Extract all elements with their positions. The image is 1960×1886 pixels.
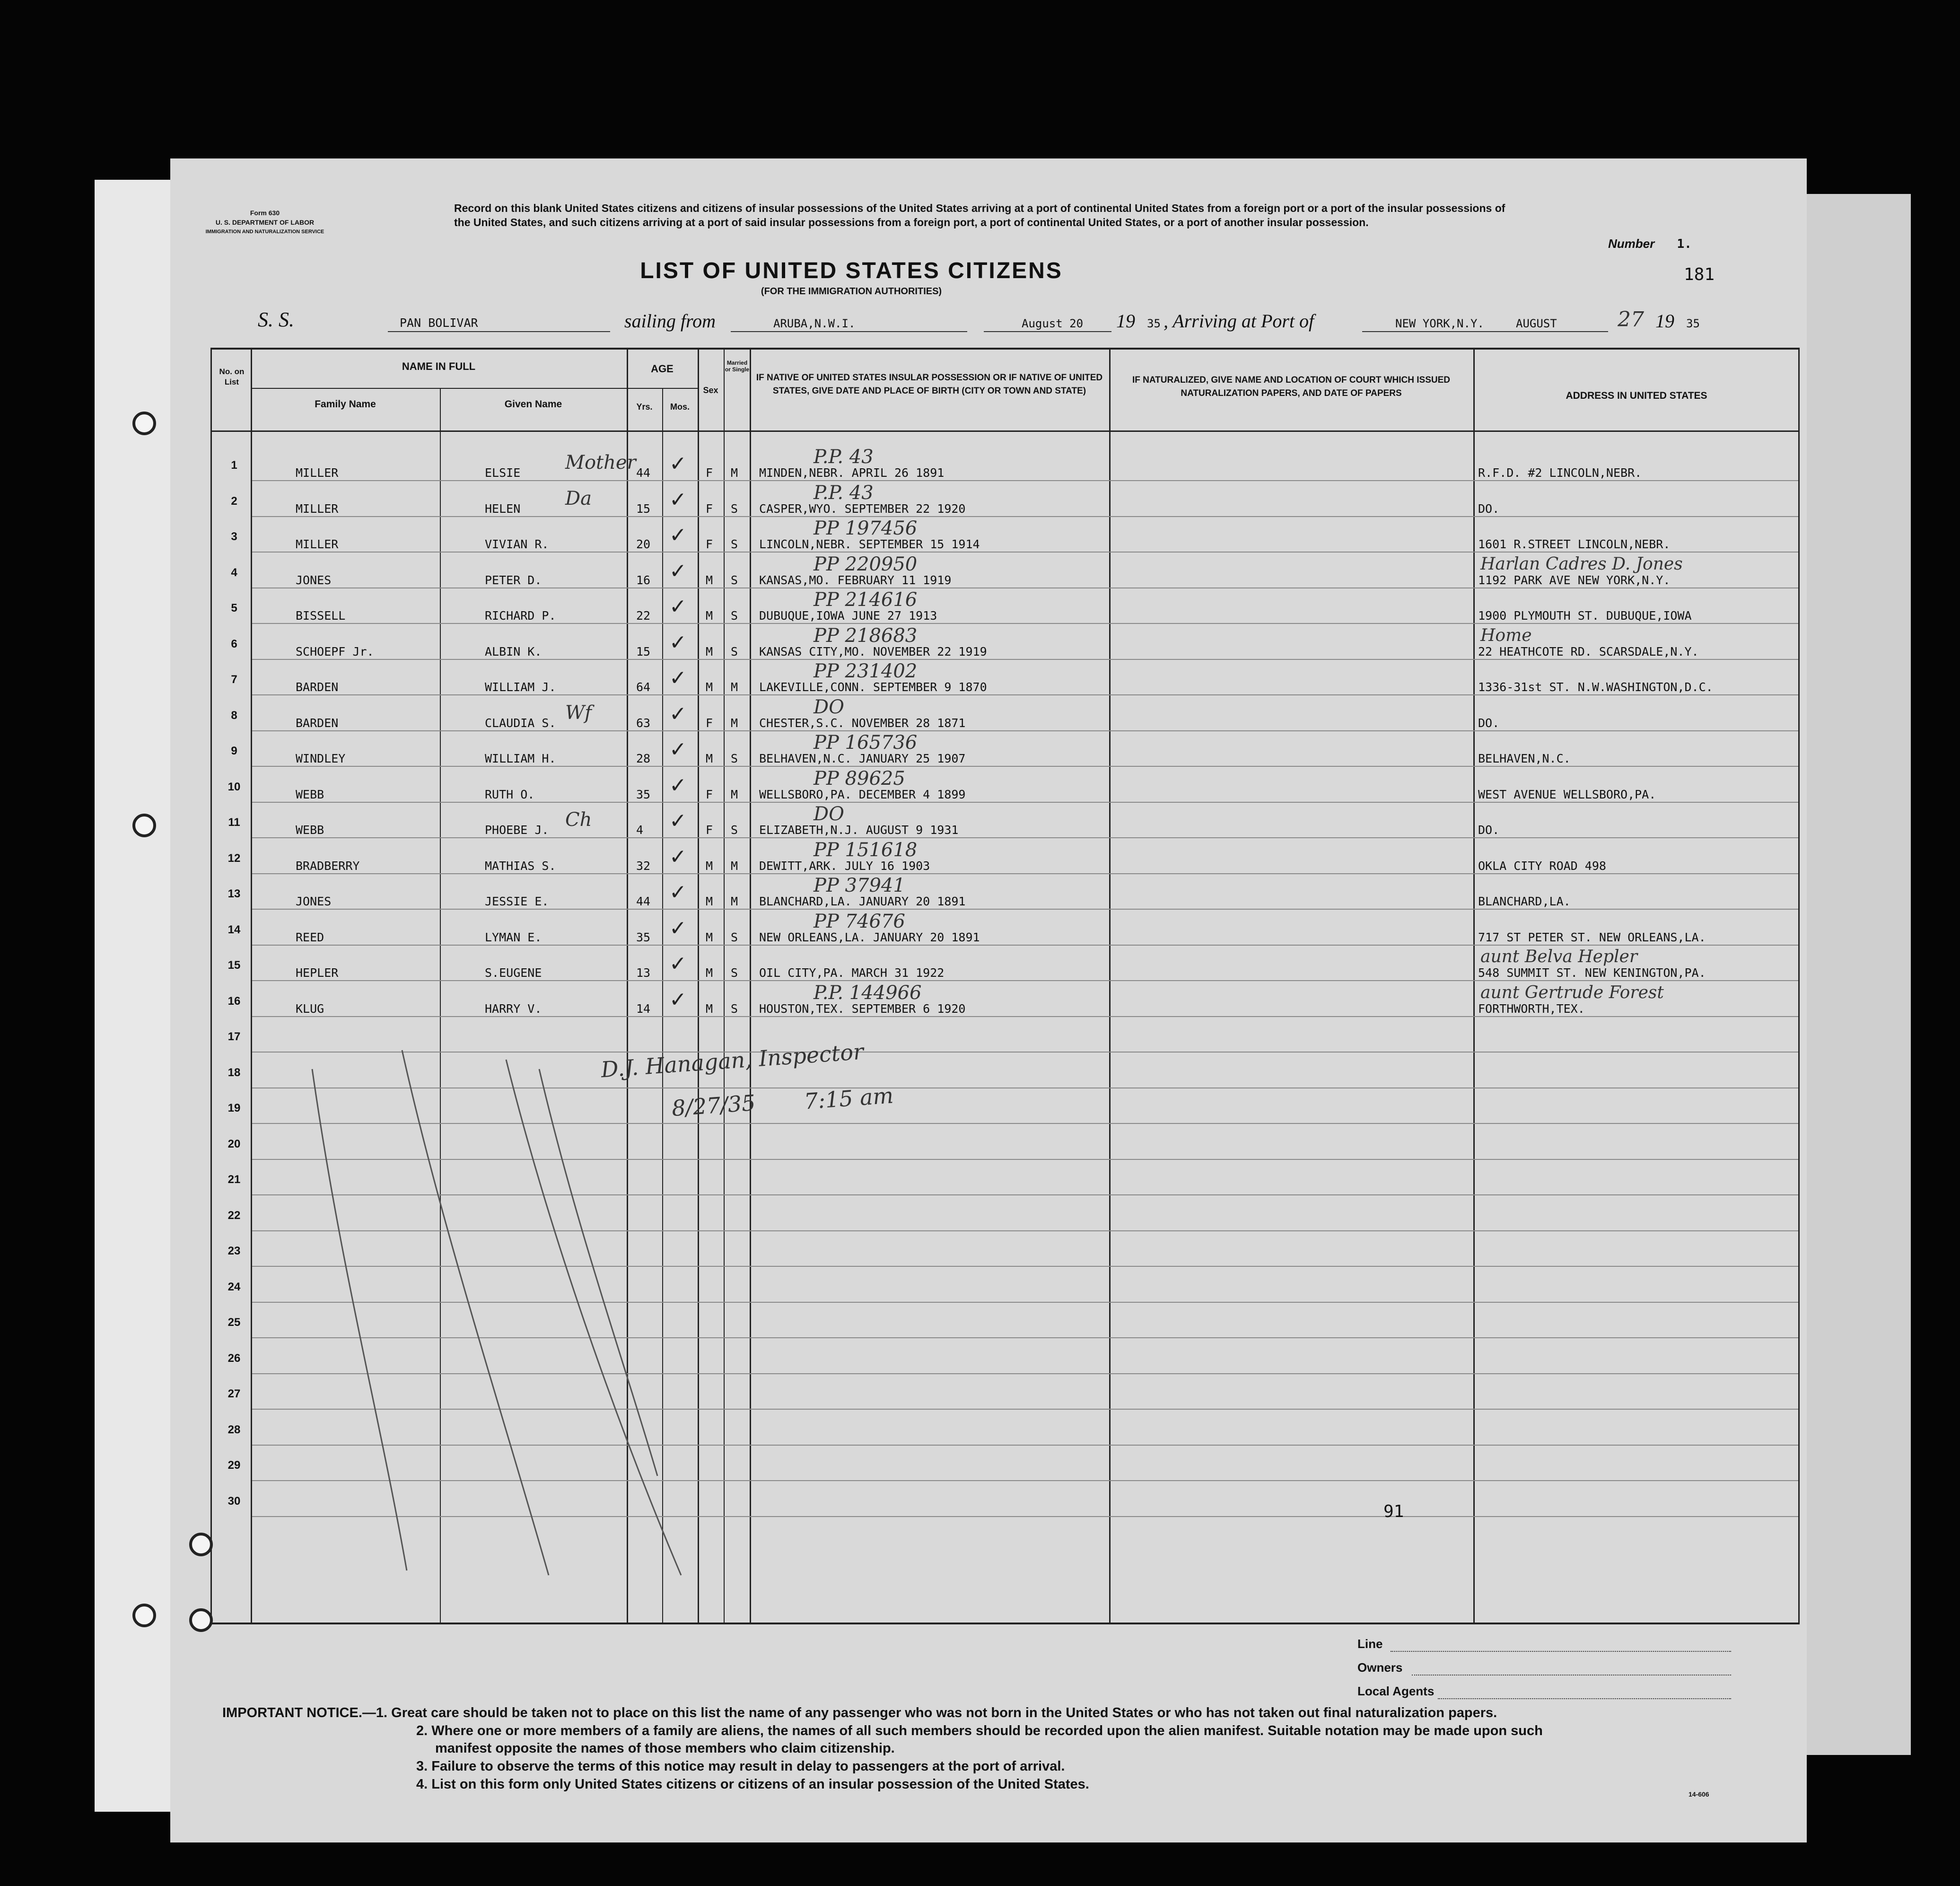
- given-name: VIVIAN R.: [485, 537, 549, 551]
- birth-info: DUBUQUE,IOWA JUNE 27 1913: [759, 609, 937, 623]
- row-number: 26: [228, 1351, 241, 1365]
- departure-year: 35: [1147, 317, 1161, 330]
- passport-note: P.P. 144966: [814, 982, 922, 1004]
- sex: F: [706, 466, 713, 480]
- check-mark: ✓: [669, 559, 687, 583]
- sex: M: [706, 895, 713, 908]
- inspector-strokes: [284, 1031, 899, 1599]
- sex: F: [706, 823, 713, 837]
- birth-info: NEW ORLEANS,LA. JANUARY 20 1891: [759, 930, 980, 944]
- print-code: 14-606: [1689, 1790, 1709, 1798]
- row-rule: [252, 802, 1798, 803]
- passport-note: PP 89625: [814, 767, 905, 789]
- marital-status: M: [731, 466, 738, 480]
- row-number: 30: [228, 1494, 241, 1508]
- inspection-time: 7:15 am: [803, 1082, 894, 1114]
- sex: M: [706, 930, 713, 944]
- number-value: 1.: [1677, 237, 1692, 251]
- birth-info: DEWITT,ARK. JULY 16 1903: [759, 859, 930, 873]
- address: WEST AVENUE WELLSBORO,PA.: [1478, 787, 1656, 801]
- marital-status: S: [731, 609, 738, 623]
- arrival-year-prefix: 19: [1655, 310, 1674, 332]
- header-mos: Mos.: [670, 402, 690, 412]
- header-address: ADDRESS IN UNITED STATES: [1566, 390, 1707, 401]
- family-name: WINDLEY: [296, 752, 346, 765]
- marital-status: S: [731, 930, 738, 944]
- check-mark: ✓: [669, 487, 687, 512]
- address: R.F.D. #2 LINCOLN,NEBR.: [1478, 466, 1642, 480]
- given-name: ELSIE: [485, 466, 521, 480]
- row-number: 28: [228, 1423, 241, 1436]
- notice-item-3: 3. Failure to observe the terms of this notice may result in delay to passengers at the port of arrival.: [416, 1759, 1065, 1774]
- sex: F: [706, 787, 713, 801]
- age-years: 15: [636, 644, 651, 658]
- sex: M: [706, 644, 713, 658]
- row-rule: [252, 694, 1798, 695]
- check-mark: ✓: [669, 952, 687, 976]
- marital-status: M: [731, 716, 738, 730]
- passport-note: DO: [814, 803, 844, 825]
- age-years: 63: [636, 716, 651, 730]
- passport-note: DO: [814, 696, 844, 718]
- age-years: 35: [636, 787, 651, 801]
- row-number: 2: [231, 494, 237, 508]
- row-number: 13: [228, 887, 241, 900]
- row-number: 7: [231, 673, 237, 686]
- row-rule: [252, 730, 1798, 731]
- row-number: 27: [228, 1387, 241, 1400]
- departure-port: ARUBA,N.W.I.: [773, 317, 856, 330]
- age-years: 28: [636, 752, 651, 765]
- notice-item-2b: manifest opposite the names of those members who claim citizenship.: [435, 1741, 895, 1756]
- row-number: 21: [228, 1173, 241, 1186]
- row-number: 19: [228, 1102, 241, 1114]
- check-mark: ✓: [669, 666, 687, 690]
- marital-status: S: [731, 573, 738, 587]
- address-note: aunt Gertrude Forest: [1480, 982, 1664, 1002]
- marital-status: S: [731, 823, 738, 837]
- address: 22 HEATHCOTE RD. SCARSDALE,N.Y.: [1478, 644, 1699, 658]
- address-note: Harlan Cadres D. Jones: [1480, 554, 1683, 574]
- family-name: HEPLER: [296, 966, 339, 980]
- sex: M: [706, 573, 713, 587]
- given-name: WILLIAM J.: [485, 680, 556, 694]
- row-rule: [252, 873, 1798, 874]
- marital-status: S: [731, 537, 738, 551]
- address: 1192 PARK AVE NEW YORK,N.Y.: [1478, 573, 1671, 587]
- age-years: 20: [636, 537, 651, 551]
- row-rule: [252, 909, 1798, 910]
- row-number: 24: [228, 1280, 241, 1293]
- departure-year-prefix: 19: [1116, 310, 1135, 332]
- passport-note: PP 74676: [814, 910, 905, 932]
- page-title: LIST OF UNITED STATES CITIZENS: [640, 258, 1063, 283]
- header-yrs: Yrs.: [636, 402, 653, 412]
- relation-note: Wf: [565, 702, 592, 724]
- punch-hole: [132, 1604, 156, 1627]
- number-label: Number: [1608, 237, 1655, 251]
- punch-hole: [189, 1608, 213, 1632]
- address: FORTHWORTH,TEX.: [1478, 1001, 1585, 1016]
- header-birth: IF NATIVE OF UNITED STATES INSULAR POSSESSION OR IF NATIVE OF UNITED STATES, GIVE DATE AND PLACE OF BIRTH (CITY OR TOWN AND STATE): [756, 373, 1103, 396]
- given-name: WILLIAM H.: [485, 752, 556, 765]
- given-name: S.EUGENE: [485, 966, 542, 980]
- given-name: PHOEBE J.: [485, 823, 549, 837]
- marital-status: S: [731, 966, 738, 980]
- birth-info: OIL CITY,PA. MARCH 31 1922: [759, 966, 945, 980]
- birth-info: LINCOLN,NEBR. SEPTEMBER 15 1914: [759, 537, 980, 551]
- row-number: 17: [228, 1030, 241, 1043]
- punch-hole: [132, 814, 156, 837]
- row-number: 1: [231, 459, 237, 472]
- arriving-label: , Arriving at Port of: [1164, 310, 1314, 332]
- row-rule: [252, 945, 1798, 946]
- given-name: RUTH O.: [485, 787, 535, 801]
- page-number: 181: [1684, 265, 1715, 284]
- line-label: Line: [1357, 1637, 1383, 1651]
- address: 717 ST PETER ST. NEW ORLEANS,LA.: [1478, 930, 1706, 944]
- marital-status: M: [731, 895, 738, 908]
- row-rule: [252, 659, 1798, 660]
- birth-info: HOUSTON,TEX. SEPTEMBER 6 1920: [759, 1001, 966, 1016]
- row-number: 6: [231, 637, 237, 650]
- ship-name: PAN BOLIVAR: [400, 316, 478, 330]
- marital-status: M: [731, 859, 738, 873]
- sex: F: [706, 716, 713, 730]
- header-given-name: Given Name: [504, 399, 562, 410]
- sex: M: [706, 752, 713, 765]
- row-number: 25: [228, 1316, 241, 1329]
- local-agents-label: Local Agents: [1357, 1684, 1435, 1698]
- family-name: WEBB: [296, 787, 324, 801]
- marital-status: S: [731, 501, 738, 516]
- passport-note: P.P. 43: [814, 446, 874, 468]
- passport-note: PP 165736: [814, 732, 918, 754]
- marital-status: M: [731, 680, 738, 694]
- passport-note: PP 151618: [814, 839, 918, 861]
- age-years: 4: [636, 823, 644, 837]
- family-name: WEBB: [296, 823, 324, 837]
- address-note: aunt Belva Hepler: [1480, 947, 1638, 966]
- row-number: 22: [228, 1209, 241, 1222]
- address-note: Home: [1480, 625, 1532, 645]
- given-name: MATHIAS S.: [485, 859, 556, 873]
- header-marital: Married or Single: [725, 360, 750, 373]
- age-years: 32: [636, 859, 651, 873]
- check-mark: ✓: [669, 595, 687, 619]
- punch-hole: [132, 412, 156, 435]
- family-name: KLUG: [296, 1001, 324, 1016]
- form-identifier: [203, 208, 326, 237]
- marital-status: S: [731, 644, 738, 658]
- relation-note: Mother: [565, 452, 636, 474]
- birth-info: BELHAVEN,N.C. JANUARY 25 1907: [759, 752, 966, 765]
- row-rule: [252, 552, 1798, 553]
- header-name: NAME IN FULL: [402, 360, 476, 372]
- family-name: SCHOEPF Jr.: [296, 644, 374, 658]
- address: 548 SUMMIT ST. NEW KENINGTON,PA.: [1478, 966, 1706, 980]
- family-name: BARDEN: [296, 680, 339, 694]
- passport-note: PP 218683: [814, 624, 918, 647]
- row-number: 11: [228, 816, 240, 829]
- given-name: ALBIN K.: [485, 644, 542, 658]
- row-rule: [252, 1016, 1798, 1017]
- form-number: Form 630: [250, 209, 280, 217]
- row-number: 18: [228, 1066, 241, 1079]
- ss-label: S. S.: [258, 308, 294, 331]
- family-name: BISSELL: [296, 609, 346, 623]
- row-number: 8: [231, 709, 237, 722]
- row-number: 9: [231, 745, 237, 757]
- check-mark: ✓: [669, 844, 687, 869]
- row-number: 5: [231, 602, 237, 614]
- passport-note: P.P. 43: [814, 482, 874, 504]
- age-years: 44: [636, 895, 651, 908]
- header-naturalized: IF NATURALIZED, GIVE NAME AND LOCATION OF COURT WHICH ISSUED NATURALIZATION PAPERS, AND DATE OF PAPERS: [1132, 375, 1450, 398]
- row-number: 3: [231, 530, 237, 543]
- address: OKLA CITY ROAD 498: [1478, 859, 1606, 873]
- row-number: 10: [228, 780, 241, 793]
- header-age: AGE: [651, 363, 674, 375]
- department: U. S. DEPARTMENT OF LABOR: [215, 219, 315, 226]
- inspector-signature: D.J. Hanagan, Inspector: [600, 1038, 865, 1083]
- age-years: 13: [636, 966, 651, 980]
- notice-title: [222, 1705, 1497, 1721]
- sex: M: [706, 680, 713, 694]
- instructions: Record on this blank United States citizens and citizens of insular possessions of the United States arriving at a port of continental United States from a foreign port or a port of the insular possessions of the United States, and such citizens arriving at a port of said insular possessions from a foreign port, a port of continental United States, or a port of another insular possession.: [454, 202, 1505, 228]
- given-name: HARRY V.: [485, 1001, 542, 1016]
- family-name: JONES: [296, 895, 332, 908]
- family-name: MILLER: [296, 501, 339, 516]
- punch-hole: [189, 1533, 213, 1556]
- sex: M: [706, 609, 713, 623]
- given-name: RICHARD P.: [485, 609, 556, 623]
- check-mark: ✓: [669, 702, 687, 726]
- check-mark: ✓: [669, 987, 687, 1012]
- birth-info: BLANCHARD,LA. JANUARY 20 1891: [759, 895, 966, 908]
- family-name: BARDEN: [296, 716, 339, 730]
- address: BLANCHARD,LA.: [1478, 895, 1571, 908]
- row-number: 12: [228, 851, 241, 865]
- page-subtitle: (FOR THE IMMIGRATION AUTHORITIES): [761, 286, 942, 297]
- marital-status: M: [731, 787, 738, 801]
- given-name: JESSIE E.: [485, 895, 549, 908]
- age-years: 22: [636, 609, 651, 623]
- row-number: 14: [228, 923, 241, 936]
- check-mark: ✓: [669, 523, 687, 547]
- age-years: 15: [636, 501, 651, 516]
- birth-info: WELLSBORO,PA. DECEMBER 4 1899: [759, 787, 966, 801]
- relation-note: Ch: [565, 809, 592, 831]
- sex: F: [706, 501, 713, 516]
- birth-info: CASPER,WYO. SEPTEMBER 22 1920: [759, 501, 966, 516]
- check-mark: ✓: [669, 630, 687, 655]
- row-number: 15: [228, 959, 241, 972]
- check-mark: ✓: [669, 809, 687, 833]
- arrival-year: 35: [1686, 317, 1700, 330]
- background-sheet-right: [1807, 194, 1911, 1755]
- arrival-day: 27: [1618, 307, 1644, 332]
- row-number: 16: [228, 994, 241, 1008]
- passport-note: PP 197456: [814, 518, 918, 539]
- address: DO.: [1478, 716, 1500, 730]
- age-years: 35: [636, 930, 651, 944]
- relation-note: Da: [565, 487, 592, 509]
- family-name: BRADBERRY: [296, 859, 360, 873]
- marital-status: S: [731, 752, 738, 765]
- family-name: MILLER: [296, 466, 339, 480]
- row-number: 4: [231, 566, 237, 579]
- header-sex: Sex: [703, 386, 718, 395]
- row-rule: [252, 623, 1798, 624]
- row-number: 20: [228, 1137, 241, 1150]
- row-rule: [252, 516, 1798, 517]
- stamped-page-number: 91: [1383, 1502, 1404, 1521]
- birth-info: ELIZABETH,N.J. AUGUST 9 1931: [759, 823, 959, 837]
- address: 1900 PLYMOUTH ST. DUBUQUE,IOWA: [1478, 609, 1692, 623]
- marital-status: S: [731, 1001, 738, 1016]
- address: 1336-31st ST. N.W.WASHINGTON,D.C.: [1478, 680, 1713, 694]
- row-rule: [252, 837, 1798, 838]
- address: DO.: [1478, 501, 1500, 516]
- birth-info: MINDEN,NEBR. APRIL 26 1891: [759, 466, 945, 480]
- birth-info: KANSAS CITY,MO. NOVEMBER 22 1919: [759, 644, 987, 658]
- inspection-date: 8/27/35: [671, 1089, 757, 1122]
- given-name: PETER D.: [485, 573, 542, 587]
- age-years: 14: [636, 1001, 651, 1016]
- check-mark: ✓: [669, 773, 687, 798]
- notice-item-2a: 2. Where one or more members of a family are aliens, the names of all such members should be recorded upon the alien manifest. Suitable notation may be made upon such: [416, 1723, 1543, 1738]
- family-name: JONES: [296, 573, 332, 587]
- check-mark: ✓: [669, 737, 687, 762]
- check-mark: ✓: [669, 452, 687, 476]
- address: DO.: [1478, 823, 1500, 837]
- notice-item-1: Great care should be taken not to place on this list the name of any passenger who was not born in the United States or who has not taken out final naturalization papers.: [391, 1705, 1497, 1720]
- passport-note: PP 37941: [814, 875, 905, 896]
- header-no: No. on List: [219, 367, 245, 386]
- sex: F: [706, 537, 713, 551]
- sex: M: [706, 966, 713, 980]
- given-name: HELEN: [485, 501, 521, 516]
- service: IMMIGRATION AND NATURALIZATION SERVICE: [205, 229, 324, 235]
- notice-heading: IMPORTANT NOTICE.—1.: [222, 1705, 388, 1720]
- row-number: 23: [228, 1245, 241, 1257]
- family-name: MILLER: [296, 537, 339, 551]
- arrival-month: AUGUST: [1516, 317, 1557, 330]
- age-years: 64: [636, 680, 651, 694]
- arrival-port: NEW YORK,N.Y.: [1395, 317, 1484, 330]
- given-name: CLAUDIA S.: [485, 716, 556, 730]
- birth-info: LAKEVILLE,CONN. SEPTEMBER 9 1870: [759, 680, 987, 694]
- given-name: LYMAN E.: [485, 930, 542, 944]
- header-family-name: Family Name: [315, 399, 376, 410]
- number-field: [1608, 237, 1692, 251]
- birth-info: KANSAS,MO. FEBRUARY 11 1919: [759, 573, 952, 587]
- family-name: REED: [296, 930, 324, 944]
- sailing-from-label: sailing from: [624, 310, 716, 332]
- address: BELHAVEN,N.C.: [1478, 752, 1571, 765]
- row-rule: [252, 980, 1798, 981]
- notice-item-4: 4. List on this form only United States citizens or citizens of an insular possession of the United States.: [416, 1777, 1089, 1792]
- sex: M: [706, 1001, 713, 1016]
- passport-note: PP 214616: [814, 589, 918, 611]
- sex: M: [706, 859, 713, 873]
- check-mark: ✓: [669, 916, 687, 940]
- row-rule: [252, 480, 1798, 481]
- address: 1601 R.STREET LINCOLN,NEBR.: [1478, 537, 1671, 551]
- age-years: 44: [636, 466, 651, 480]
- row-rule: [252, 766, 1798, 767]
- row-number: 29: [228, 1459, 241, 1472]
- birth-info: CHESTER,S.C. NOVEMBER 28 1871: [759, 716, 966, 730]
- check-mark: ✓: [669, 880, 687, 904]
- departure-date: August 20: [1022, 317, 1084, 330]
- passport-note: PP 220950: [814, 553, 918, 575]
- age-years: 16: [636, 573, 651, 587]
- owners-label: Owners: [1357, 1660, 1403, 1675]
- passport-note: PP 231402: [814, 660, 918, 682]
